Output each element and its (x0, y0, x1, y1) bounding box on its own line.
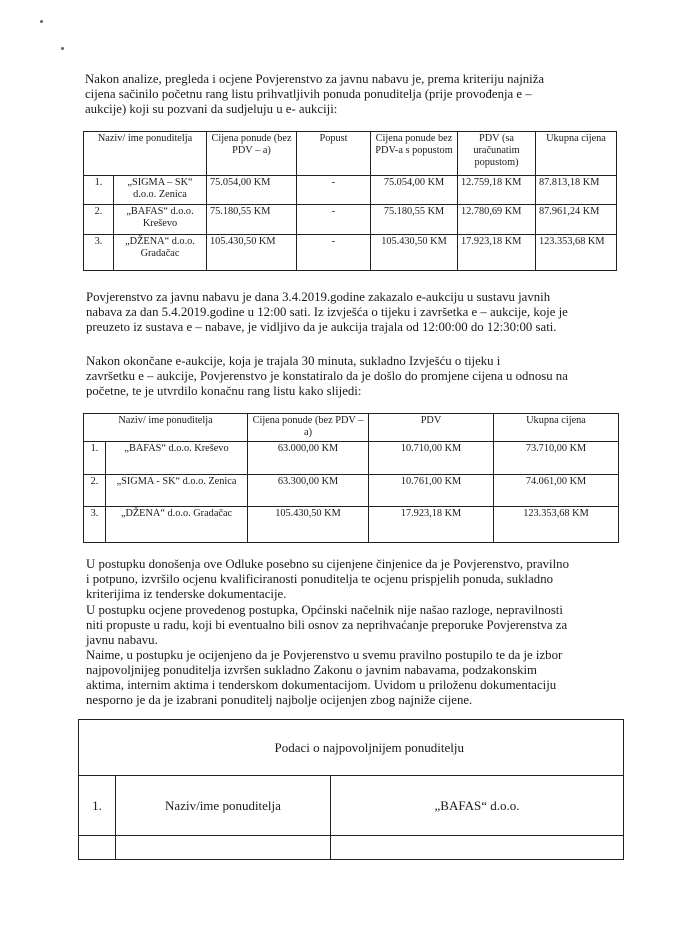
bidder-name: „SIGMA – SK“ d.o.o. Zenica (114, 176, 207, 205)
discount-cell: - (297, 205, 371, 235)
text-line: U postupku donošenja ove Odluke posebno su cijenjene činjenice da je Povjerenstvo, pravilno (86, 557, 569, 571)
price-cell: 63.000,00 KM (248, 442, 369, 475)
scan-speck (61, 47, 64, 50)
bidder-name: „BAFAS“ d.o.o. Kreševo (114, 205, 207, 235)
total-cell: 87.961,24 KM (536, 205, 617, 235)
header-cell: Popust (297, 132, 371, 176)
intro-paragraph (85, 72, 606, 117)
scan-speck (40, 20, 43, 23)
row-number: 1. (84, 176, 114, 205)
after-auction-paragraph (86, 354, 606, 399)
row-number: 2. (84, 205, 114, 235)
price-cell: 75.054,00 KM (207, 176, 297, 205)
table-row (79, 836, 624, 860)
field-label: Naziv/ime ponuditelja (116, 776, 331, 836)
header-cell: Cijena ponude (bez PDV – a) (207, 132, 297, 176)
table-row (84, 205, 617, 235)
discount-cell: - (297, 235, 371, 271)
text-line: završetku e – aukcije, Povjerenstvo je konstatiralo da je došlo do promjene cijena u odnosu na (86, 369, 568, 383)
table-header-row (84, 132, 617, 176)
best-bidder-title: Podaci o najpovoljnijem ponuditelju (116, 720, 624, 776)
row-number: 1. (84, 442, 106, 475)
auction-paragraph (86, 290, 606, 335)
text-line: početne, te je utvrdilo konačnu rang listu kako slijedi: (86, 384, 362, 398)
table-row (84, 475, 619, 507)
total-cell: 123.353,68 KM (536, 235, 617, 271)
best-bidder-table (78, 719, 624, 860)
header-cell: Naziv/ ime ponuditelja (84, 132, 207, 176)
price-cell: 63.300,00 KM (248, 475, 369, 507)
table-row (84, 235, 617, 271)
header-cell: Ukupna cijena (536, 132, 617, 176)
text-line: preuzeto iz sustava e – nabave, je vidljivo da je aukcija trajala od 12:00:00 do 12:30:00 sati. (86, 320, 557, 334)
row-number: 1. (79, 776, 116, 836)
total-cell: 123.353,68 KM (494, 507, 619, 543)
bidder-name: „DŽENA“ d.o.o. Gradačac (106, 507, 248, 543)
row-number: 2. (84, 475, 106, 507)
bidder-name: „SIGMA - SK“ d.o.o. Zenica (106, 475, 248, 507)
total-cell: 73.710,00 KM (494, 442, 619, 475)
total-cell: 74.061,00 KM (494, 475, 619, 507)
vat-cell: 17.923,18 KM (458, 235, 536, 271)
empty-cell (116, 836, 331, 860)
empty-cell (331, 836, 624, 860)
text-line: cijena sačinilo početnu rang listu prihvatljivih ponuda ponuditelja (prije provođenja e – (85, 87, 532, 101)
table-row (84, 507, 619, 543)
vat-cell: 10.761,00 KM (369, 475, 494, 507)
text-line: Povjerenstvo za javnu nabavu je dana 3.4.2019.godine zakazalo e-aukciju u sustavu javnih (86, 290, 551, 304)
empty-cell (79, 720, 116, 776)
header-cell: Naziv/ ime ponuditelja (84, 414, 248, 442)
empty-cell (79, 836, 116, 860)
text-line: Nakon analize, pregleda i ocjene Povjerenstvo za javnu nabavu je, prema kriteriju najniža (85, 72, 545, 86)
mayor-paragraph (86, 603, 606, 648)
bidder-name: „BAFAS“ d.o.o. Kreševo (106, 442, 248, 475)
vat-cell: 12.759,18 KM (458, 176, 536, 205)
text-line: nabava za dan 5.4.2019.godine u 12:00 sati. Iz izvješća o tijeku i završetka e – aukcije, koje je (86, 305, 568, 319)
best-bidder-name: „BAFAS“ d.o.o. (331, 776, 624, 836)
price-discount-cell: 105.430,50 KM (371, 235, 458, 271)
price-discount-cell: 75.180,55 KM (371, 205, 458, 235)
final-ranking-table (83, 413, 619, 543)
text-line: nesporno je da je izabrani ponuditelj najbolje ocijenjen zbog najniže cijene. (86, 693, 473, 707)
row-number: 3. (84, 235, 114, 271)
text-line: najpovoljnijeg ponuditelja izvršen sukladno Zakonu o javnim nabavama, podzakonskim (86, 663, 537, 677)
table-header-row (79, 720, 624, 776)
text-line: aktima, internim aktima i tenderskom dokumentacijom. Uvidom u priloženu dokumentaciju (86, 678, 557, 692)
price-cell: 75.180,55 KM (207, 205, 297, 235)
header-cell: Cijena ponude bez PDV-a s popustom (371, 132, 458, 176)
header-cell: PDV (369, 414, 494, 442)
price-discount-cell: 75.054,00 KM (371, 176, 458, 205)
discount-cell: - (297, 176, 371, 205)
table-row (84, 442, 619, 475)
vat-cell: 10.710,00 KM (369, 442, 494, 475)
price-cell: 105.430,50 KM (248, 507, 369, 543)
text-line: kriterijima iz tenderske dokumentacije. (86, 587, 287, 601)
bidder-name: „DŽENA“ d.o.o. Gradačac (114, 235, 207, 271)
decision-paragraph (86, 557, 606, 602)
header-cell: PDV (sa uračunatim popustom) (458, 132, 536, 176)
text-line: Naime, u postupku je ocijenjeno da je Povjerenstvo u svemu pravilno postupilo te da je izbor (86, 648, 563, 662)
total-cell: 87.813,18 KM (536, 176, 617, 205)
table-row (84, 176, 617, 205)
table-row (79, 776, 624, 836)
vat-cell: 12.780,69 KM (458, 205, 536, 235)
text-line: Nakon okončane e-aukcije, koja je trajala 30 minuta, sukladno Izvješću o tijeku i (86, 354, 501, 368)
text-line: i potpuno, izvršilo ocjenu kvalificiranosti ponuditelja te ocjenu prispjelih ponuda, sukladno (86, 572, 553, 586)
text-line: U postupku ocjene provedenog postupka, Općinski načelnik nije našao razloge, nepravilnosti (86, 603, 563, 617)
text-line: niti propuste u radu, koji bi eventualno bili osnov za neprihvaćanje preporuke Povjerenstva za (86, 618, 568, 632)
header-cell: Cijena ponude (bez PDV – a) (248, 414, 369, 442)
table-header-row (84, 414, 619, 442)
vat-cell: 17.923,18 KM (369, 507, 494, 543)
price-cell: 105.430,50 KM (207, 235, 297, 271)
initial-ranking-table (83, 131, 617, 271)
text-line: javnu nabavu. (86, 633, 158, 647)
header-cell: Ukupna cijena (494, 414, 619, 442)
text-line: aukcije) koji su pozvani da sudjeluju u e- aukciji: (85, 102, 338, 116)
conclusion-paragraph (86, 648, 606, 708)
row-number: 3. (84, 507, 106, 543)
